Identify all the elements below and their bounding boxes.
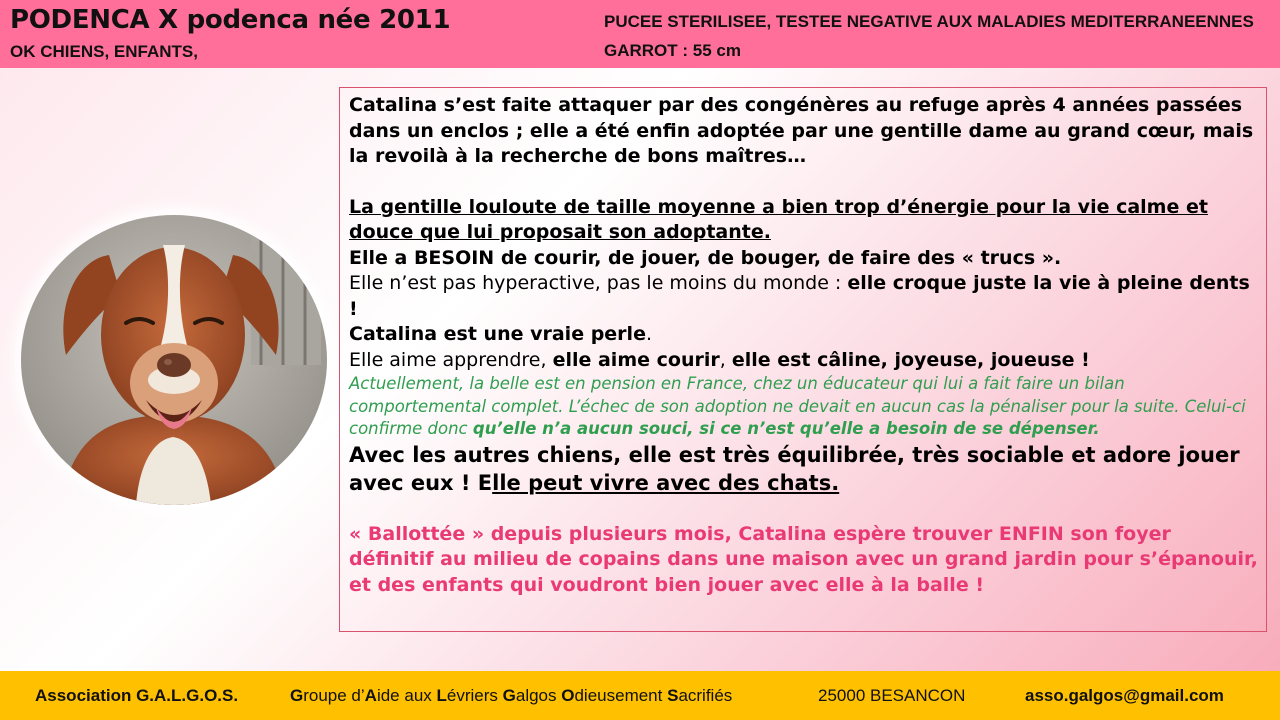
association-city: 25000 BESANCON bbox=[818, 686, 966, 705]
pension-text: Actuellement, la belle est en pension en France, chez un éducateur qui lui a fait faire un bilan comportemental complet. L’échec de son adoption ne devait en aucun cas la pénaliser pour la suite. Celui-ci confirme donc bbox=[349, 374, 1246, 438]
likes-text: Elle aime apprendre, bbox=[349, 348, 553, 371]
initial-letter: O bbox=[561, 686, 575, 705]
page-title: PODENCA X podenca née 2011 bbox=[10, 5, 451, 35]
needs-line: Elle a BESOIN de courir, de jouer, de bouger, de faire des « trucs ». bbox=[349, 246, 1062, 269]
initial-letter: S bbox=[667, 686, 679, 705]
energy-paragraph: La gentille louloute de taille moyenne a bien trop d’énergie pour la vie calme et douce que lui proposait son adoptante. bbox=[349, 195, 1208, 243]
spacer bbox=[349, 497, 1258, 522]
social-text: Avec les autres chiens, elle est très équilibrée, très sociable et adore jouer avec eux ! E bbox=[349, 442, 1240, 495]
association-email[interactable]: asso.galgos@gmail.com bbox=[1025, 686, 1224, 705]
word-rest: roupe d’ bbox=[303, 686, 365, 705]
garrot-height: GARROT : 55 cm bbox=[604, 41, 741, 60]
footer-banner bbox=[0, 671, 1280, 720]
pearl-period: . bbox=[645, 323, 652, 345]
word-rest: ide aux bbox=[376, 686, 437, 705]
temperament-highlight: elle croque juste la vie à pleine dents ! bbox=[349, 272, 1250, 320]
compatibility-line: OK CHIENS, ENFANTS, bbox=[10, 42, 198, 61]
dog-photo bbox=[21, 215, 327, 505]
cats-highlight: lle peut vivre avec des chats. bbox=[492, 470, 840, 495]
pearl-text: Catalina est une vraie perle bbox=[349, 323, 646, 345]
description-box bbox=[339, 87, 1267, 632]
health-status: PUCEE STERILISEE, TESTEE NEGATIVE AUX MALADIES MEDITERRANEENNES bbox=[604, 12, 1254, 31]
temperament-line bbox=[349, 271, 1258, 322]
likes-sep: , bbox=[719, 348, 732, 371]
word-rest: algos bbox=[515, 686, 562, 705]
story-paragraph: Catalina s’est faite attaquer par des congénères au refuge après 4 années passées dans un enclos ; elle a été enfin adoptée par une gentille dame au grand cœur, mais la revoilà à la recherche de bons maîtres… bbox=[349, 94, 1254, 167]
likes-run: elle aime courir bbox=[552, 348, 720, 371]
initial-letter: L bbox=[436, 686, 447, 705]
word-rest: acrifiés bbox=[678, 686, 733, 705]
initial-letter: G bbox=[502, 686, 516, 705]
header-banner bbox=[0, 0, 1280, 68]
pension-paragraph bbox=[349, 373, 1258, 441]
word-rest: dieusement bbox=[574, 686, 668, 705]
likes-line bbox=[349, 348, 1258, 374]
likes-traits: elle est câline, joyeuse, joueuse ! bbox=[731, 348, 1090, 371]
initial-letter: G bbox=[290, 686, 304, 705]
initial-letter: A bbox=[364, 686, 377, 705]
pearl-line bbox=[349, 322, 1258, 348]
pension-highlight: qu’elle n’a aucun souci, si ce n’est qu’elle a besoin de se dépenser. bbox=[472, 419, 1100, 438]
association-name: Association G.A.L.G.O.S. bbox=[35, 686, 239, 705]
temperament-text: Elle n’est pas hyperactive, pas le moins du monde : bbox=[349, 272, 848, 294]
appeal-paragraph: « Ballottée » depuis plusieurs mois, Catalina espère trouver ENFIN son foyer définitif au milieu de copains dans une maison avec un grand jardin pour s’épanouir, et des enfants qui voudront bien jouer avec elle à la balle ! bbox=[349, 522, 1258, 596]
social-paragraph bbox=[349, 441, 1258, 497]
word-rest: évriers bbox=[446, 686, 503, 705]
association-full-name bbox=[290, 686, 732, 706]
spacer bbox=[349, 170, 1258, 195]
